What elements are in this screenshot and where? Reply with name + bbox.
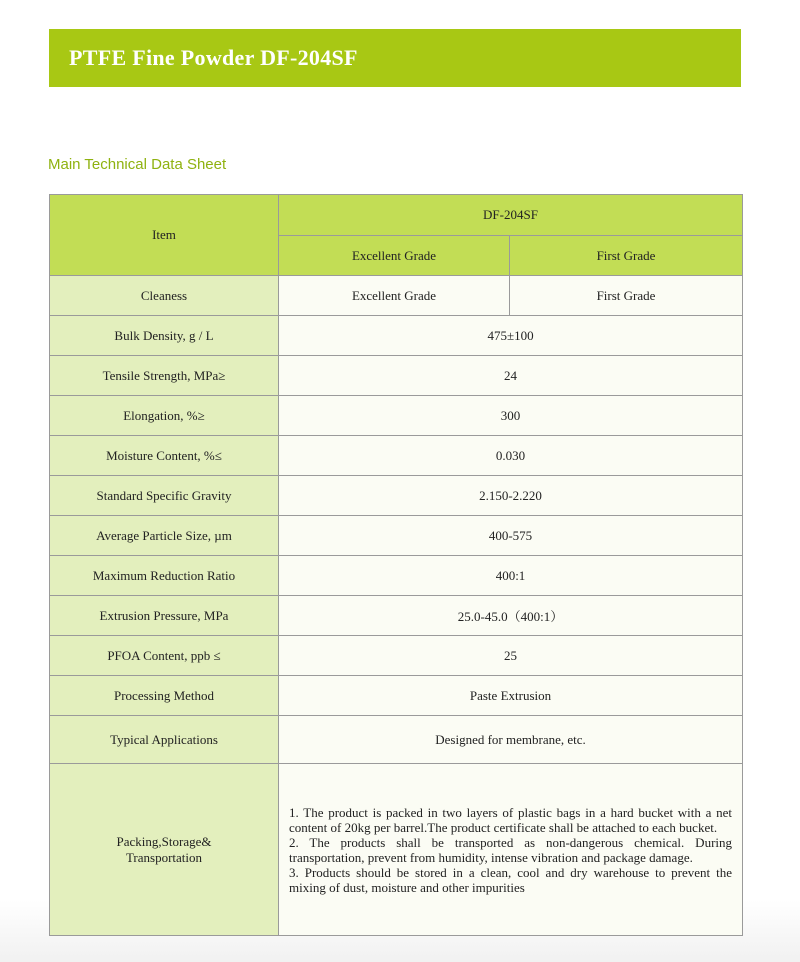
technical-data-table bbox=[49, 194, 743, 936]
row-value: 0.030 bbox=[279, 436, 743, 476]
row-label: Average Particle Size, µm bbox=[50, 516, 279, 556]
packing-note-2: 2. The products shall be transported as non-dangerous chemical. During transportation, prevent from humidity, intense vibration and package damage. bbox=[289, 834, 733, 865]
row-label: Tensile Strength, MPa≥ bbox=[50, 356, 279, 396]
section-title: Main Technical Data Sheet bbox=[48, 156, 227, 173]
item-header: Item bbox=[50, 195, 279, 276]
row-label: Processing Method bbox=[50, 676, 279, 716]
table-row bbox=[50, 636, 743, 676]
packing-notes bbox=[279, 764, 743, 936]
row-label: Elongation, %≥ bbox=[50, 396, 279, 436]
row-label: Cleaness bbox=[50, 276, 279, 316]
row-value: 25.0-45.0（400:1） bbox=[279, 596, 743, 636]
row-value: 25 bbox=[279, 636, 743, 676]
table-row bbox=[50, 676, 743, 716]
row-value: 400:1 bbox=[279, 556, 743, 596]
packing-note-1: 1. The product is packed in two layers of plastic bags in a hard bucket with a net content of 20kg per barrel.The product certificate shall be attached to each bucket. bbox=[289, 804, 733, 835]
packing-label-line1: Packing,Storage& bbox=[116, 833, 212, 849]
row-value: Excellent Grade bbox=[279, 276, 510, 316]
row-label: PFOA Content, ppb ≤ bbox=[50, 636, 279, 676]
row-value: 400-575 bbox=[279, 516, 743, 556]
table-row bbox=[50, 476, 743, 516]
table-row bbox=[50, 396, 743, 436]
row-label: Typical Applications bbox=[50, 716, 279, 764]
excellent-grade-header: Excellent Grade bbox=[279, 236, 510, 276]
table-row bbox=[50, 316, 743, 356]
table-row bbox=[50, 276, 743, 316]
row-value: 475±100 bbox=[279, 316, 743, 356]
table-row bbox=[50, 436, 743, 476]
product-header: DF-204SF bbox=[279, 195, 743, 236]
first-grade-header: First Grade bbox=[510, 236, 743, 276]
page-title-banner bbox=[49, 29, 741, 87]
row-label: Standard Specific Gravity bbox=[50, 476, 279, 516]
packing-note-3: 3. Products should be stored in a clean, cool and dry warehouse to prevent the mixing of dust, moisture and other impurities bbox=[289, 864, 733, 895]
packing-label-line2: Transportation bbox=[125, 849, 203, 865]
row-value: Designed for membrane, etc. bbox=[279, 716, 743, 764]
row-value: 24 bbox=[279, 356, 743, 396]
row-label: Bulk Density, g / L bbox=[50, 316, 279, 356]
packing-row bbox=[50, 764, 743, 936]
page-title: PTFE Fine Powder DF-204SF bbox=[69, 45, 358, 70]
packing-label bbox=[50, 764, 279, 936]
table-row bbox=[50, 716, 743, 764]
table-row bbox=[50, 516, 743, 556]
row-value: Paste Extrusion bbox=[279, 676, 743, 716]
row-label: Extrusion Pressure, MPa bbox=[50, 596, 279, 636]
row-value: 300 bbox=[279, 396, 743, 436]
table-row bbox=[50, 596, 743, 636]
row-value: 2.150-2.220 bbox=[279, 476, 743, 516]
row-label: Maximum Reduction Ratio bbox=[50, 556, 279, 596]
row-label: Moisture Content, %≤ bbox=[50, 436, 279, 476]
table-row bbox=[50, 356, 743, 396]
table-row bbox=[50, 556, 743, 596]
row-value: First Grade bbox=[510, 276, 743, 316]
